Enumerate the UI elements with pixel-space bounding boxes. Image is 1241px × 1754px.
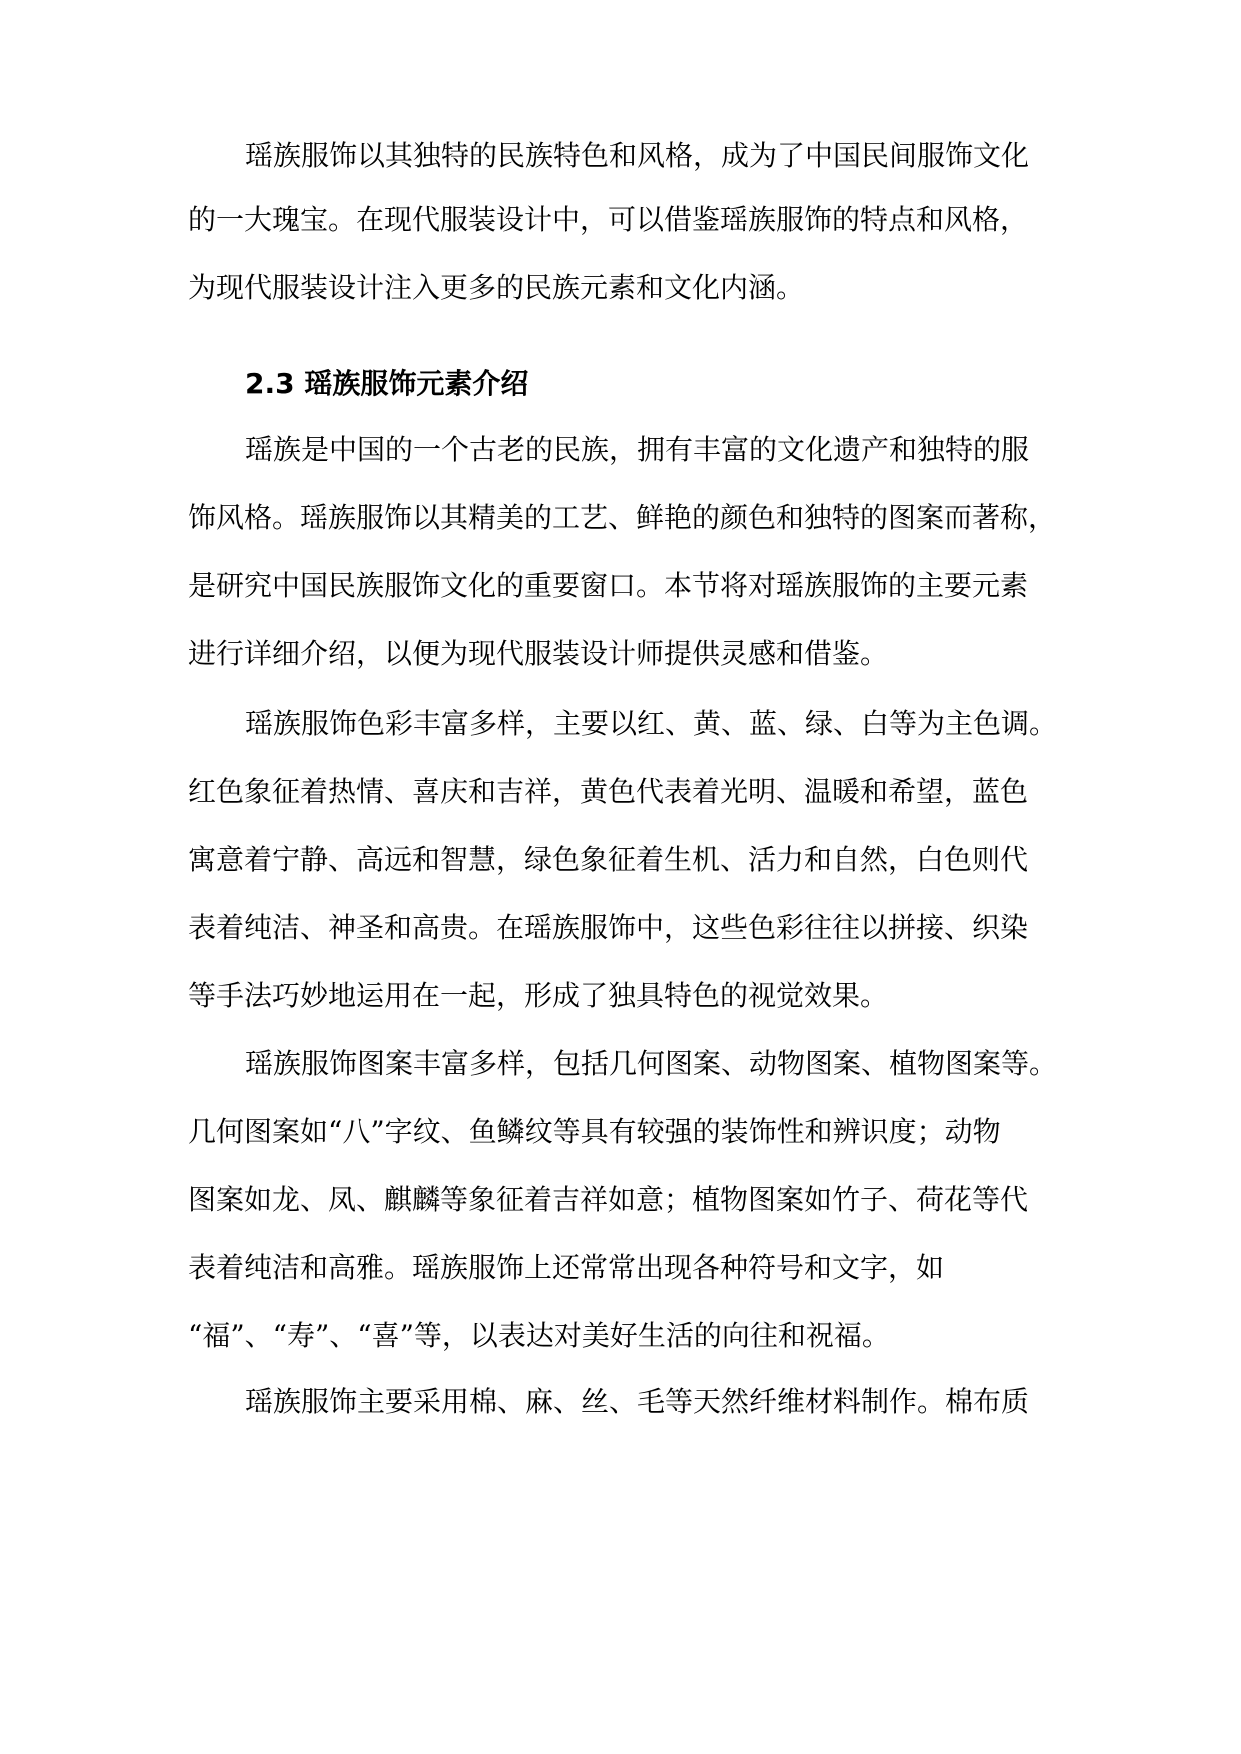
paragraph-line: 瑶族服饰色彩丰富多样，主要以红、黄、蓝、绿、白等为主色调。: [245, 707, 1058, 740]
paragraph-line: “福”、“寿”、“喜”等，以表达对美好生活的向往和祝福。: [188, 1319, 890, 1352]
paragraph-line: 的一大瑰宝。在现代服装设计中，可以借鉴瑶族服饰的特点和风格，: [188, 203, 1029, 236]
paragraph-line: 瑶族是中国的一个古老的民族，拥有丰富的文化遗产和独特的服: [245, 433, 1030, 466]
paragraph-line: 几何图案如“八”字纹、鱼鳞纹等具有较强的装饰性和辨识度；动物: [188, 1115, 1001, 1148]
paragraph-line: 瑶族服饰主要采用棉、麻、丝、毛等天然纤维材料制作。棉布质: [245, 1385, 1030, 1418]
paragraph-line: 是研究中国民族服饰文化的重要窗口。本节将对瑶族服饰的主要元素: [188, 569, 1029, 602]
paragraph-line: 红色象征着热情、喜庆和吉祥，黄色代表着光明、温暖和希望，蓝色: [188, 775, 1029, 808]
paragraph-line: 图案如龙、凤、麒麟等象征着吉祥如意；植物图案如竹子、荷花等代: [188, 1183, 1029, 1216]
paragraph-line: 表着纯洁和高雅。瑶族服饰上还常常出现各种符号和文字，如: [188, 1251, 945, 1284]
paragraph-line: 寓意着宁静、高远和智慧，绿色象征着生机、活力和自然，白色则代: [188, 843, 1029, 876]
section-heading: 2.3 瑶族服饰元素介绍: [245, 367, 529, 400]
paragraph-line: 为现代服装设计注入更多的民族元素和文化内涵。: [188, 271, 805, 304]
paragraph-line: 瑶族服饰以其独特的民族特色和风格，成为了中国民间服饰文化: [245, 139, 1030, 172]
paragraph-line: 饰风格。瑶族服饰以其精美的工艺、鲜艳的颜色和独特的图案而著称，: [188, 501, 1057, 534]
paragraph-line: 瑶族服饰图案丰富多样，包括几何图案、动物图案、植物图案等。: [245, 1047, 1058, 1080]
paragraph-line: 进行详细介绍，以便为现代服装设计师提供灵感和借鉴。: [188, 637, 889, 670]
paragraph-line: 表着纯洁、神圣和高贵。在瑶族服饰中，这些色彩往往以拼接、织染: [188, 911, 1029, 944]
paragraph-line: 等手法巧妙地运用在一起，形成了独具特色的视觉效果。: [188, 979, 889, 1012]
